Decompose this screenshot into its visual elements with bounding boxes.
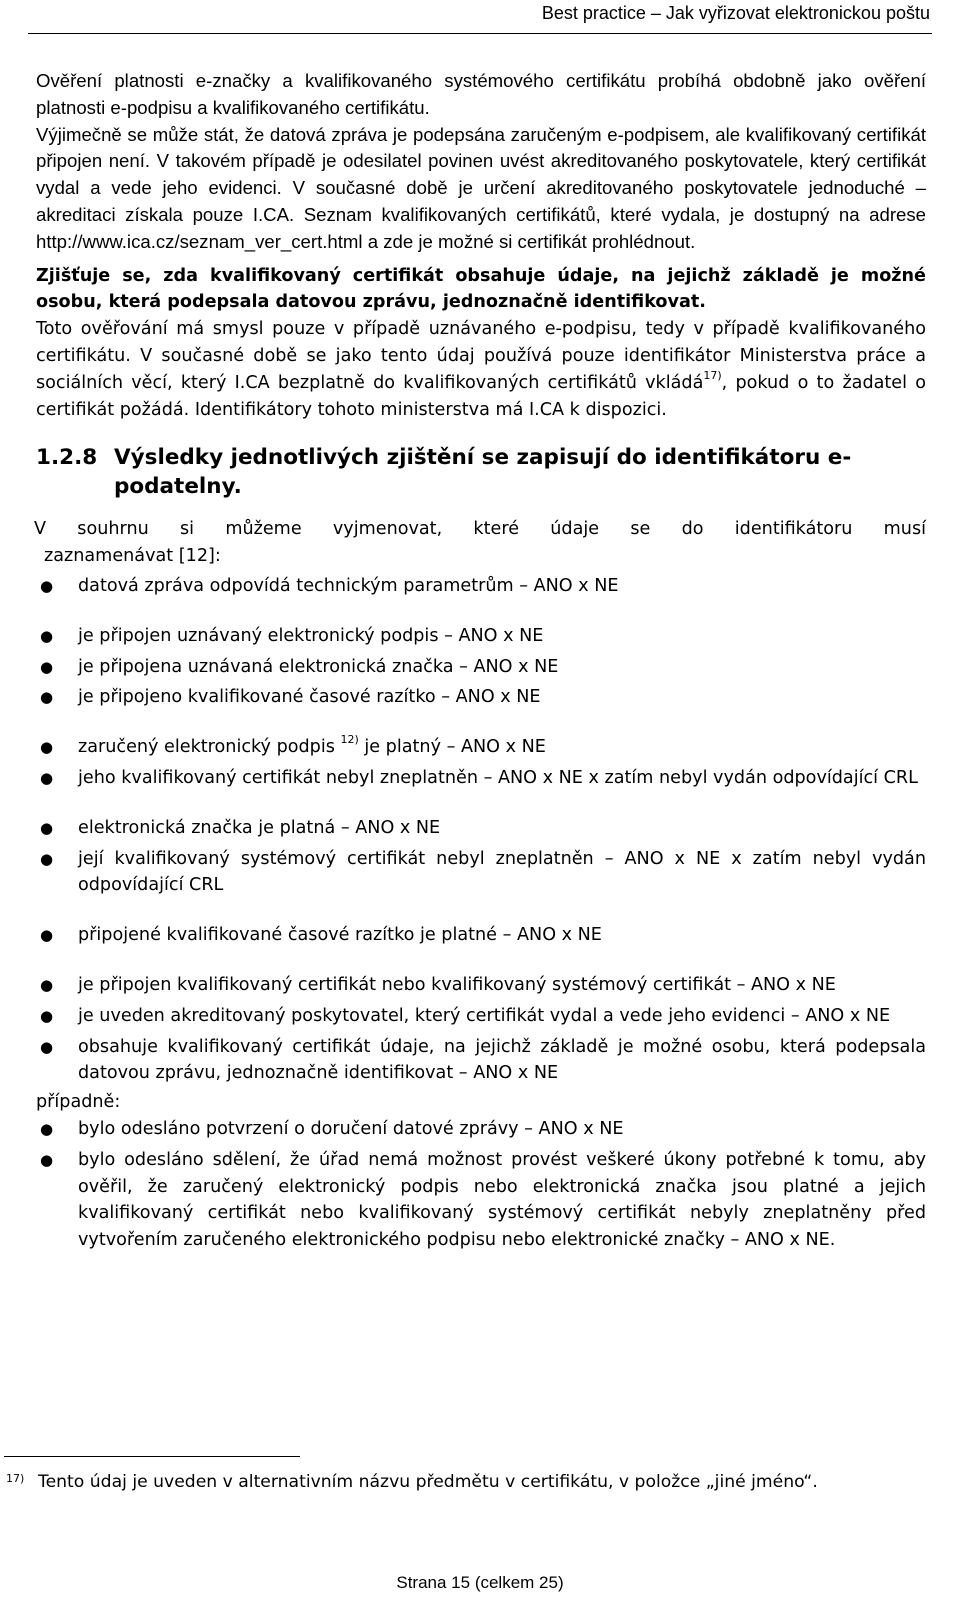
section-heading [36,443,926,501]
list-item-text: je uveden akreditovaný poskytovatel, který certifikát vydal a vede jeho evidenci – ANO x NE [78,1005,891,1026]
bullet-icon: ● [40,626,54,645]
paragraph-missing-certificate: Výjimečně se může stát, že datová zpráva je podepsána zaručeným e-podpisem, ale kvalifikovaný certifikát připojen není. V takovém případě je odesilatel povinen uvést akreditovaného poskytovatele, který certifikát vydal a vede jeho evidenci. V současné době je určení akreditovaného poskytovatele jednoduché – akreditaci získala pouze I.CA. Seznam kvalifikovaných certifikátů, které vydala, je dostupný na adrese http://www.ica.cz/seznam_ver_cert.html a zde je možné si certifikát prohlédnout. [36,123,926,252]
bullet-icon: ● [40,576,54,595]
bullet-icon: ● [40,1150,54,1169]
optional-label: případně: [36,1092,121,1113]
header-rule [28,33,932,34]
list-item [36,846,926,900]
footnote-mark: 17) [6,1472,25,1485]
footnote-text: Tento údaj je uveden v alternativním názvu předmětu v certifikátu, v položce „jiné jméno“. [38,1472,818,1492]
list-item-text: zaručený elektronický podpis [78,737,335,758]
paragraph-esignature-verification: Ověření platnosti e-značky a kvalifikovaného systémového certifikátu probíhá obdobně jako ověření platnosti e-podpisu a kvalifikovaného certifikátu. [36,70,926,118]
list-item-text: je připojen kvalifikovaný certifikát nebo kvalifikovaný systémový certifikát – ANO x NE [78,974,836,995]
list-item [36,815,926,842]
list-item [36,573,926,600]
list-item [36,734,926,761]
list-item [36,1003,926,1030]
list-item-text-end: je platný – ANO x NE [364,737,546,758]
intro-line-2: zaznamenávat [12]: [44,546,221,567]
bullet-icon: ● [40,818,54,837]
page-header: Best practice – Jak vyřizovat elektronickou poštu [541,3,930,23]
page-content [36,68,926,1254]
list-item [36,1034,926,1088]
paragraph-bold-identification: Zjišťuje se, zda kvalifikovaný certifikát obsahuje údaje, na jejichž základě je možné osobu, která podepsala datovou zprávu, jednoznačně identifikovat. [36,265,926,313]
intro-line: V souhrnu si můžeme vyjmenovat, které údaje se do identifikátoru musí [34,519,926,540]
footnote-ref-17: 17) [703,368,722,382]
paragraph-identifier [36,316,926,423]
list-item [36,765,926,792]
section-title: Výsledky jednotlivých zjištění se zapisují do identifikátoru e-podatelny. [114,445,852,500]
list-item [36,1147,926,1254]
list-item [36,1116,926,1143]
bullet-icon: ● [40,926,54,945]
list-item-text: elektronická značka je platná – ANO x NE [78,817,441,838]
bullet-icon: ● [40,1037,54,1056]
list-item-text: její kvalifikovaný systémový certifikát nebyl zneplatněn – ANO x NE x zatím nebyl vydán odpovídající CRL [78,848,926,896]
footnote [6,1470,906,1494]
bullet-icon: ● [40,975,54,994]
list-item [36,684,926,711]
page-number: Strana 15 (celkem 25) [396,1573,564,1592]
paragraph-identifier-text: Toto ověřování má smysl pouze v případě uznávaného e-podpisu, tedy v případě kvalifikovaného certifikátu. V současné době se jako tento údaj používá pouze identifikátor Ministerstva práce a sociálních věcí, který I.CA bezplatně do kvalifikovaných certifikátů vkládá [36,319,926,393]
list-item-text: je připojena uznávaná elektronická značka – ANO x NE [78,656,559,677]
footnote-ref-12: 12) [340,733,359,747]
list-item [36,922,926,949]
list-item [36,972,926,999]
paragraph-identifier-text-end: , pokud o to žadatel o certifikát požádá. Identifikátory tohoto ministerstva má I.CA k dispozici. [36,372,926,420]
list-item-text: datová zpráva odpovídá technickým parametrům – ANO x NE [78,575,619,596]
list-item [36,654,926,681]
bullet-icon: ● [40,1006,54,1025]
bullet-icon: ● [40,657,54,676]
bullet-icon: ● [40,849,54,868]
list-item-text: obsahuje kvalifikovaný certifikát údaje, na jejichž základě je možné osobu, která podepsala datovou zprávu, jednoznačně identifikovat – ANO x NE [78,1036,926,1084]
bullet-icon: ● [40,738,54,757]
list-item-text: je připojeno kvalifikované časové razítko – ANO x NE [78,687,541,708]
list-item-text: je připojen uznávaný elektronický podpis – ANO x NE [78,625,544,646]
list-item-text: bylo odesláno sdělení, že úřad nemá možnost provést veškeré úkony potřebné k tomu, aby ověřil, že zaručený elektronický podpis nebo elektronická značka jsou platné a jejich kvalifikovaný certifikát nebo kvalifikovaný systémový certifikát nebyly zneplatněny před vytvořením zaručeného elektronického podpisu nebo elektronické značky – ANO x NE. [78,1149,926,1251]
list-item-text: jeho kvalifikovaný certifikát nebyl zneplatněn – ANO x NE x zatím nebyl vydán odpovídající CRL [78,767,918,788]
list-item-text: bylo odesláno potvrzení o doručení datové zprávy – ANO x NE [78,1118,624,1139]
section-number: 1.2.8 [36,445,98,471]
optional-list [36,1116,926,1254]
bullet-icon: ● [40,768,54,787]
list-item-text: připojené kvalifikované časové razítko je platné – ANO x NE [78,925,602,946]
list-item [36,623,926,650]
footnote-separator [4,1456,300,1457]
criteria-list [36,573,926,1087]
bullet-icon: ● [40,1119,54,1138]
bullet-icon: ● [40,688,54,707]
